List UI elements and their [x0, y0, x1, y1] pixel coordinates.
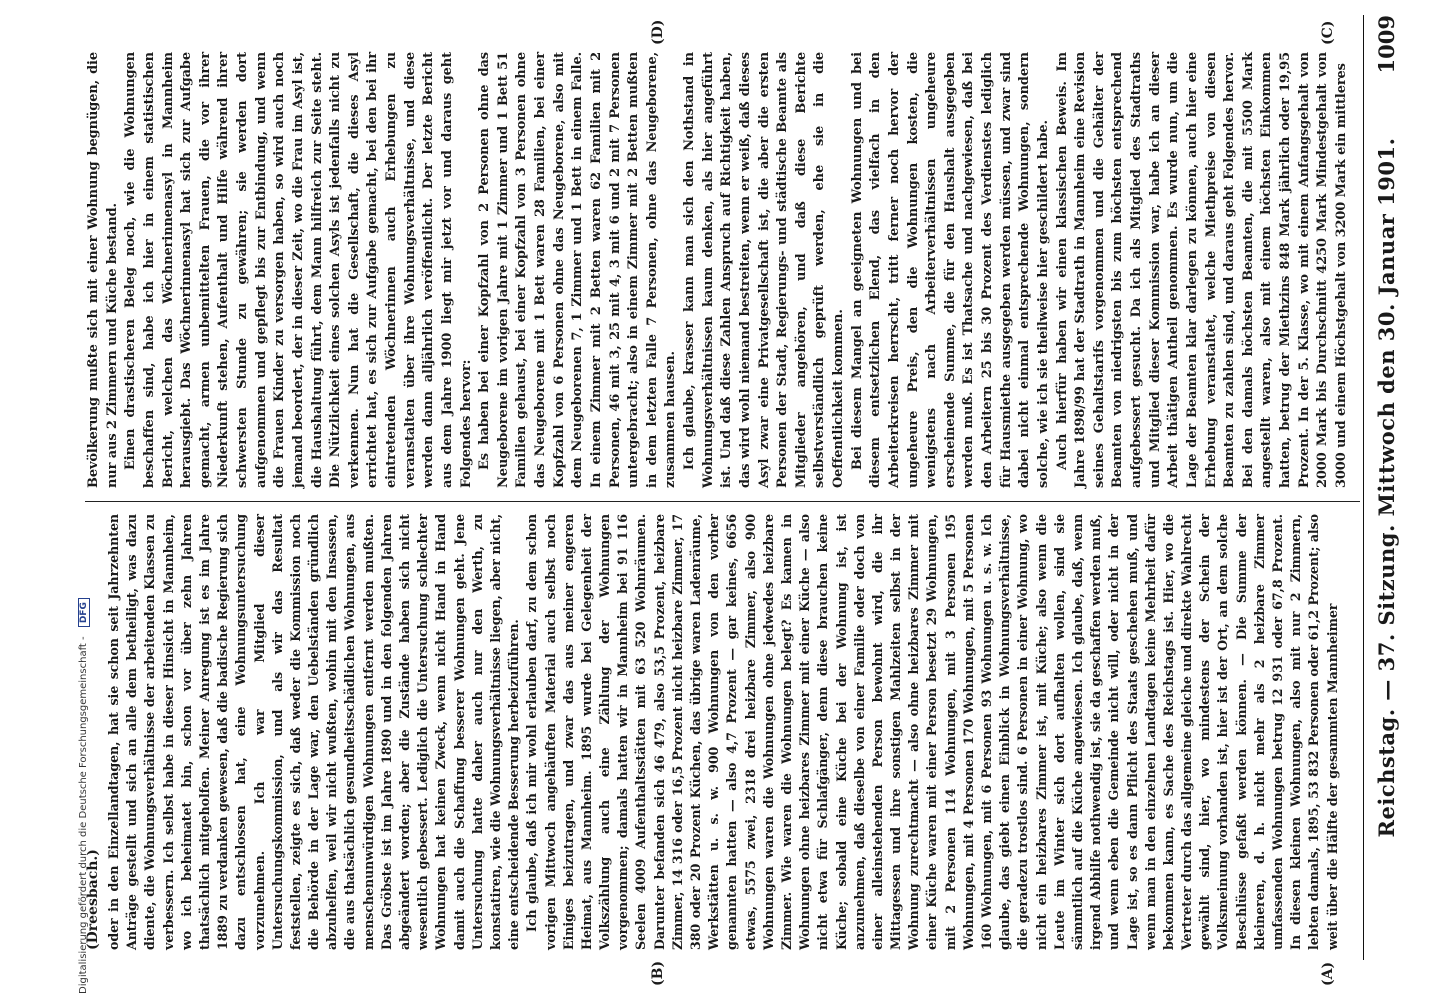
margin-marker-c: (C) — [1320, 20, 1336, 45]
column-divider — [85, 501, 1360, 502]
dfg-logo: DFG — [78, 598, 90, 627]
paragraph: oder in den Einzellandtagen, hat sie schon seit Jahrzehnten Anträge gestellt und sich an alle dem betheiligt, was dazu diente, die Wohnungsverhältnisse der arbeitenden Klassen zu verbessern. Ich selbst habe in dieser Hinsicht in Mannheim, wo ich beheimatet bin, schon vor über zehn Jahren thatsächlich mitgeholfen. Meiner Anregung ist es im Jahre 1889 zu verdanken gewesen, daß die badische Regierung sich dazu entschlossen hat, eine Wohnungsuntersuchung vorzunehmen. Ich war Mitglied dieser Untersuchungskommission, und als wir das Resultat feststellen, zeigte es sich, daß weder die Kommission noch die Behörde in der Lage war, den Uebelständen gründlich abzuhelfen, weil wir nicht wußten, wohin mit den Insassen, die aus thatsächlich gesundheitsschädlichen Wohnungen, aus menschenunwürdigen Wohnungen entfernt werden mußten. Das Gröbste ist im Jahre 1890 und in den folgenden Jahren abgeändert worden; aber die Zustände haben sich nicht wesentlich gebessert. Lediglich die Untersuchung schlechter Wohnungen hat keinen Zweck, wenn nicht Hand in Hand damit auch die Schaffung besserer Wohnungen geht. Jene Untersuchung hatte daher auch nur den Werth, zu konstatiren, wie die Wohnungsverhältnisse liegen, aber nicht, eine entscheidende Besserung herbeizuführen. — [106, 514, 522, 950]
paragraph: Es haben bei einer Kopfzahl von 2 Personen ohne das Neugeborene im vorigen Jahre mit 1 Zimmer und 1 Bett 51 Familien gehaust, bei einer Kopfzahl von 3 Personen ohne das Neugeborene mit 1 Bett waren 28 Familien, bei einer Kopfzahl von 6 Personen ohne das Neugeborene, also mit dem Neugeborenen 7, 1 Zimmer und 1 Bett in einem Falle. In einem Zimmer mit 2 Betten waren 62 Familien mit 2 Personen, 46 mit 3, 25 mit 4, 3 mit 6 und 2 mit 7 Personen untergebracht; also in einem Zimmer mit 2 Betten mußten in dem letzten Falle 7 Personen, ohne das Neugeborene, zusammen hausen. — [477, 52, 679, 488]
paragraph: Ich glaube, daß ich mir wohl erlauben darf, zu dem schon vorigen Mittwoch angehäuften Material auch selbst noch Einiges beizutragen, und zwar das aus meiner engeren Heimat, aus Mannheim. 1895 wurde bei Gelegenheit der Volkszählung auch eine Zählung der Wohnungen vorgenommen; damals hatten wir in Mannheim bei 91 116 Seelen 4009 Aufenthaltsstätten mit 63 520 Wohnräumen. Darunter befanden sich 46 479, also 53,5 Prozent, heizbare Zimmer, 14 316 oder 16,5 Prozent nicht heizbare Zimmer, 17 380 oder 20 Prozent Küchen, das übrige waren Ladenräume, Werkstätten u. s. w. 900 Wohnungen von den vorher genannten hatten — also 4,7 Prozent — gar keines, 6656 etwas, 5575 zwei, 2318 drei heizbare Zimmer, also 900 Wohnungen waren die Wohnungen ohne jedwedes heizbare Zimmer. Wie waren die Wohnungen belegt? Es kamen in Wohnungen ohne heizbares Zimmer mit einer Küche — also nicht etwa für Schlafgänger, denn diese brauchen keine Küche; sobald eine Küche bei der Wohnung ist, ist anzunehmen, daß dieselbe von einer Familie oder doch von einer alleinstehenden Person bewohnt wird, die ihr Mittagessen und ihre sonstigen Mahlzeiten selbst in der Wohnung zurechtmacht — also ohne heizbares Zimmer mit einer Küche waren mit einer Person besetzt 29 Wohnungen, mit 2 Personen 114 Wohnungen, mit 3 Personen 195 Wohnungen, mit 4 Personen 170 Wohnungen, mit 5 Personen 160 Wohnungen, mit 6 Personen 93 Wohnungen u. s. w. Ich glaube, das giebt einen Einblick in Wohnungsverhältnisse, die geradezu trostlos sind. 6 Personen in einer Wohnung, wo nicht ein heizbares Zimmer ist, mit Küche; also wenn die Leute im Winter sich dort aufhalten wollen, sind sie sämmtlich auf die Küche angewiesen. Ich glaube, daß, wenn irgend Abhilfe nothwendig ist, sie da geschaffen werden muß, und wenn eben die Gemeinde nicht will, oder nicht in der Lage ist, so es dann Pflicht des Staats geschehen muß, und wenn man in den einzelnen Landtagen keine Mehrheit dafür bekommen kann, es Sache des Reichstags ist. Hier, wo die Vertreter durch das allgemeine gleiche und direkte Wahlrecht gewählt sind, hier, wo mindestens der Schein der Volksmeinung vorhanden ist, hier ist der Ort, an dem solche Beschlüsse gefaßt werden können. — Die Summe der kleineren, d. h. nicht mehr als 2 heizbare Zimmer umfassenden Wohnungen betrug 12 931 oder 67,8 Prozent. In diesen kleinen Wohnungen, also mit nur 2 Zimmern, lebten damals, 1895, 53 832 Personen oder 61,2 Prozent; also weit über die Hälfte der gesammten Mannheimer — [524, 514, 1340, 950]
margin-marker-a: (A) — [1320, 961, 1336, 986]
header-rule — [1363, 15, 1364, 960]
digitization-credit — [78, 34, 90, 994]
speaker-name: (Dreesbach.) — [85, 849, 101, 950]
paragraph: Ich glaube, krasser kann man sich den Nothstand in Wohnungsverhältnissen kaum denken, als hier angeführt ist. Und daß diese Zahlen Anspruch auf Richtigkeit haben, das wird wohl niemand bestreiten, wenn er weiß, daß dieses Asyl zwar eine Privatgesellschaft ist, die aber die ersten Personen der Stadt, Regierungs- und städtische Beamte als Mitglieder angehören, und daß diese Berichte selbstverständlich geprüft werden, ehe sie in die Oeffentlichkeit kommen. — [682, 52, 846, 488]
left-column — [85, 514, 1355, 950]
page-number: 1009 — [1374, 15, 1399, 74]
margin-marker-d: (D) — [650, 19, 666, 45]
paragraph: Bevölkerung mußte sich mit einer Wohnung begnügen, die nur aus 2 Zimmern und Küche bestand. — [86, 52, 120, 488]
margin-marker-b: (B) — [650, 960, 666, 986]
right-column — [85, 52, 1355, 488]
header-title: Reichstag. — 37. Sitzung. Mittwoch den 30. Januar 1901. — [1374, 137, 1399, 838]
paragraph: Einen drastischeren Beleg noch, wie die Wohnungen beschaffen sind, habe ich hier in einem statistischen Bericht, welchen das Wöchnerinnenasyl in Mannheim herausgiebt. Das Wöchnerinnenasyl hat sich zur Aufgabe gemacht, armen unbemittelten Frauen, die vor ihrer Niederkunft stehen, Aufenthalt und Hilfe während ihrer schwersten Stunde zu gewähren; sie werden dort aufgenommen und gepflegt bis zur Entbindung, und wenn die Frauen Kinder zu versorgen haben, so wird auch noch jemand beordert, der in dieser Zeit, wo die Frau im Asyl ist, die Haushaltung führt, dem Mann hilfreich zur Seite steht. Die Nützlichkeit eines solchen Asyls ist jedenfalls nicht zu verkennen. Nun hat die Gesellschaft, die dieses Asyl errichtet hat, es sich zur Aufgabe gemacht, bei den bei ihr eintretenden Wöchnerinnen auch Erhebungen zu veranstalten über ihre Wohnungsverhältnisse, und diese werden dann alljährlich veröffentlicht. Der letzte Bericht aus dem Jahre 1900 liegt mir jetzt vor und daraus geht Folgendes hervor: — [123, 52, 474, 488]
credit-text: Digitalisierung gefördert durch die Deutsche Forschungsgemeinschaft - — [78, 636, 89, 994]
running-header — [1368, 15, 1404, 960]
paragraph: Bei diesem Mangel an geeigneten Wohnungen und bei diesem entsetzlichen Elend, das vielfach in den Arbeiterkreisen herrscht, tritt ferner noch hervor der ungeheure Preis, den die Wohnungen kosten, die wenigstens nach Arbeiterverhältnissen ungeheure erscheinende Summe, die für den Haushalt ausgegeben werden muß. Es ist Thatsache und nachgewiesen, daß bei den Arbeitern 25 bis 30 Prozent des Verdienstes lediglich für Hausmiethe ausgegeben werden müssen, und zwar sind dabei nicht einmal entsprechende Wohnungen, sondern solche, wie ich sie theilweise hier geschildert habe. — [849, 52, 1051, 488]
paragraph: Auch hierfür haben wir einen klassischen Beweis. Im Jahre 1898/99 hat der Stadtrath in Mannheim eine Revision seines Gehaltstarifs vorgenommen und die Gehälter der Beamten von niedrigsten bis zum höchsten entsprechend aufgebessert gesucht. Da ich als Mitglied des Stadtraths und Mitglied dieser Kommission war, habe ich an dieser Arbeit thätigen Antheil genommen. Es wurde nun, um die Lage der Beamten klar darlegen zu können, auch hier eine Erhebung veranstaltet, welche Miethpreise von diesen Beamten zu zahlen sind, und daraus geht Folgendes hervor. Bei den damals höchsten Beamten, die mit 5500 Mark angestellt waren, also mit einem höchsten Einkommen hatten, betrug der Miethzins 848 Mark jährlich oder 19,95 Prozent. In der 5. Klasse, wo mit einem Anfangsgehalt von 2000 Mark bis Durchschnitt 4250 Mark Mindestgehalt von 3000 und einem Höchstgehalt von 3200 Mark ein mittleres — [1054, 52, 1349, 488]
